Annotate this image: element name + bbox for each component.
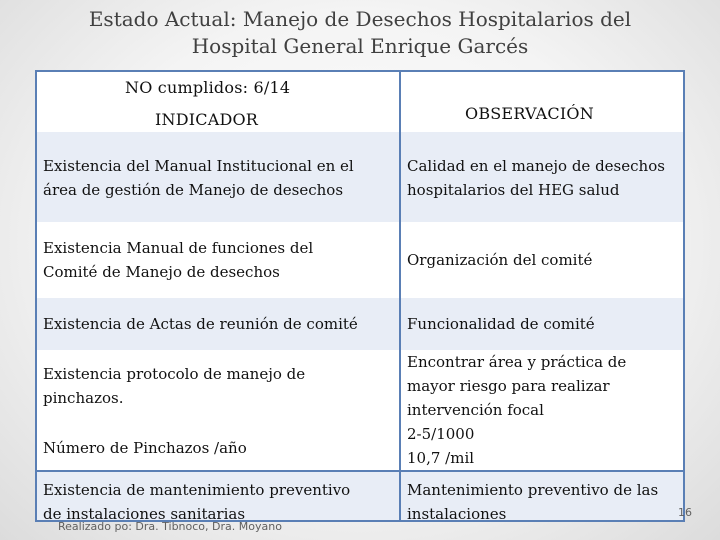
cell-line: hospitalarios del HEG salud — [407, 181, 620, 199]
title-line-2: Hospital General Enrique Garcés — [191, 34, 529, 58]
cell-line: Existencia Manual de funciones del — [43, 239, 314, 257]
no-cumplidos-label: NO cumplidos: 6/14 — [125, 78, 291, 97]
table-header-row — [37, 72, 683, 134]
table-row — [37, 132, 683, 224]
page-number: 16 — [678, 506, 692, 519]
cell-line: Existencia del Manual Institucional en el — [43, 157, 354, 175]
cell-line: Comité de Manejo de desechos — [43, 263, 280, 281]
cell-line: Existencia de Actas de reunión de comité — [43, 315, 358, 333]
table-row — [37, 470, 683, 522]
cell-line: 10,7 /mil — [407, 449, 475, 467]
cell-line: Calidad en el manejo de desechos — [407, 157, 665, 175]
cell-line: intervención focal — [407, 401, 544, 419]
cell-line: Mantenimiento preventivo de las — [407, 481, 659, 499]
cell-line: Existencia protocolo de manejo de — [43, 365, 306, 383]
slide-title — [0, 6, 720, 60]
footer-note: Realizado po: Dra. Tibnoco, Dra. Moyano — [58, 520, 282, 533]
header-cell-observacion — [401, 72, 683, 132]
cell-line: Número de Pinchazos /año — [43, 439, 247, 457]
table-row — [37, 298, 683, 352]
header-cell-indicador — [37, 72, 401, 132]
table-row-group — [37, 350, 683, 470]
observacion-cell — [401, 298, 683, 350]
title-line-1: Estado Actual: Manejo de Desechos Hospitalarios del — [88, 7, 632, 31]
cell-line: Encontrar área y práctica de — [407, 353, 627, 371]
observacion-cell — [401, 222, 683, 298]
cell-line: mayor riesgo para realizar — [407, 377, 610, 395]
indicators-table — [35, 70, 685, 522]
indicador-cell — [37, 350, 401, 470]
cell-line: Organización del comité — [407, 251, 593, 269]
observacion-cell — [401, 132, 683, 222]
observacion-cell — [401, 472, 683, 522]
cell-line: instalaciones — [407, 505, 507, 522]
header-observacion: OBSERVACIÓN — [465, 104, 594, 123]
observacion-cell — [401, 350, 683, 470]
cell-line: 2-5/1000 — [407, 425, 475, 443]
indicador-cell — [37, 472, 401, 522]
indicador-cell — [37, 298, 401, 350]
header-indicador: INDICADOR — [155, 110, 259, 129]
cell-line: área de gestión de Manejo de desechos — [43, 181, 344, 199]
indicador-cell — [37, 132, 401, 222]
cell-line: de instalaciones sanitarias — [43, 505, 246, 522]
cell-line: Funcionalidad de comité — [407, 315, 595, 333]
cell-line: pinchazos. — [43, 389, 124, 407]
table-row — [37, 222, 683, 300]
cell-line: Existencia de mantenimiento preventivo — [43, 481, 351, 499]
indicador-cell — [37, 222, 401, 298]
